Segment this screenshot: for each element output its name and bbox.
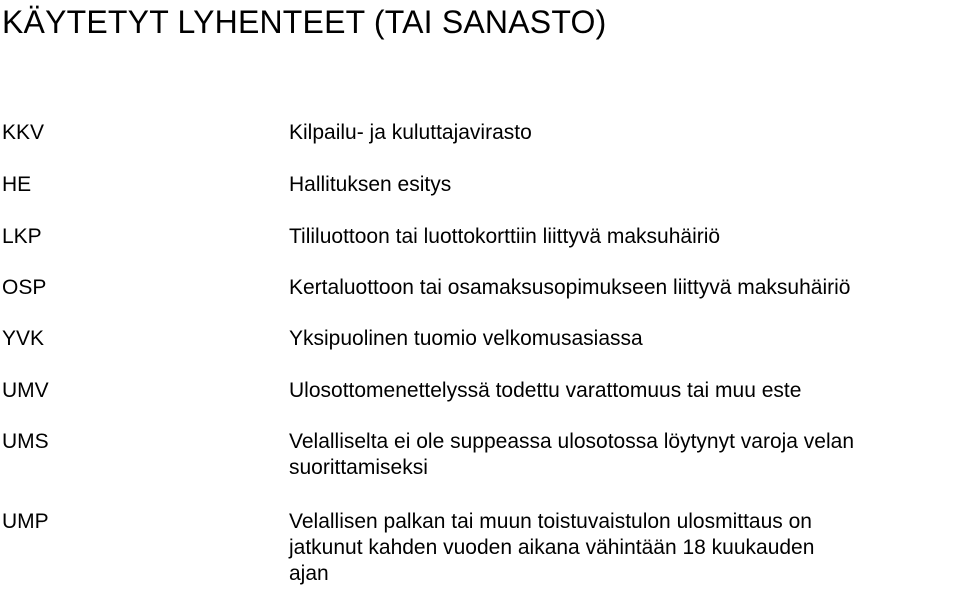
abbreviation-term: LKP — [2, 225, 42, 248]
abbreviation-term: HE — [2, 173, 32, 196]
abbreviation-definition: Ulosottomenettelyssä todettu varattomuus tai muu este — [289, 379, 802, 402]
abbreviation-definition: Hallituksen esitys — [289, 173, 452, 196]
abbreviation-definition: Velalliselta ei ole suppeassa ulosotossa löytynyt varoja velan suorittamiseksi — [289, 430, 855, 479]
abbreviation-definition: Yksipuolinen tuomio velkomusasiassa — [289, 327, 643, 350]
abbreviation-term: YVK — [2, 327, 45, 350]
page-title: KÄYTETYT LYHENTEET (TAI SANASTO) — [2, 4, 607, 40]
abbreviation-term: UMV — [2, 379, 49, 402]
abbreviation-definition: Tililuottoon tai luottokorttiin liittyvä maksuhäiriö — [289, 225, 721, 248]
abbreviation-term: UMS — [2, 430, 49, 453]
abbreviation-term: UMP — [2, 510, 49, 533]
abbreviation-definition: Kilpailu- ja kuluttajavirasto — [289, 121, 532, 144]
abbreviation-term: KKV — [2, 121, 45, 144]
abbreviation-definition: Kertaluottoon tai osamaksusopimukseen liittyvä maksuhäiriö — [289, 276, 851, 299]
abbreviation-term: OSP — [2, 276, 47, 299]
abbreviation-definition: Velallisen palkan tai muun toistuvaistulon ulosmittaus on jatkunut kahden vuoden aikana vähintään 18 kuukauden ajan — [289, 510, 815, 585]
